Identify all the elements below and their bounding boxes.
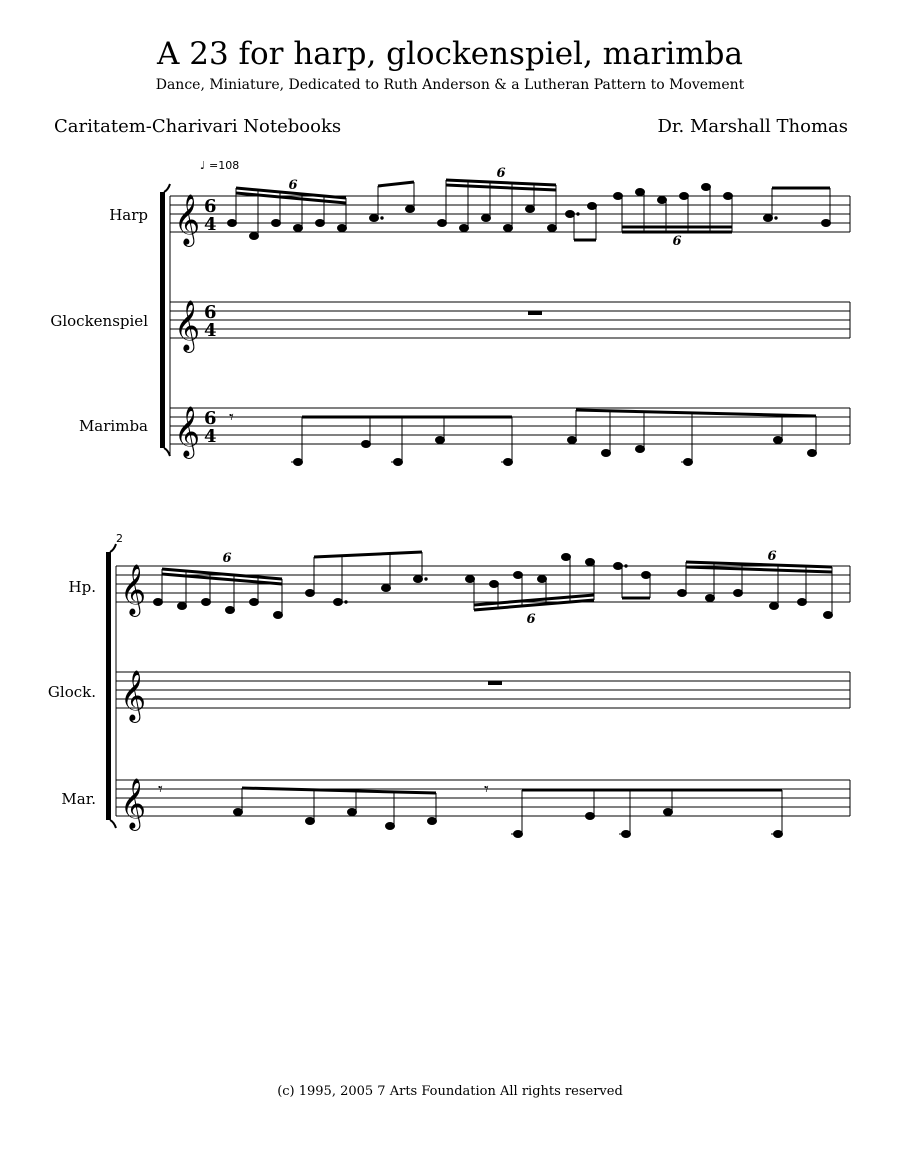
time-sig-bottom: 4 [204, 320, 217, 341]
instrument-label-glockenspiel-abbr: Glock. [47, 683, 96, 701]
staff-glockenspiel-system-2 [116, 672, 850, 708]
tuplet-label: 6 [672, 234, 682, 249]
treble-clef-icon: 𝄞 [120, 670, 147, 721]
tempo-marking: =108 [209, 159, 240, 172]
tuplet-label: 6 [526, 612, 536, 627]
treble-clef-icon: 𝄞 [120, 778, 147, 829]
tuplet-label: 6 [496, 166, 506, 181]
time-sig-bottom: 4 [204, 214, 217, 235]
marimba-notes-system-2 [234, 788, 783, 838]
tuplet-label: 6 [288, 178, 298, 193]
eighth-rest-icon: 𝄾 [158, 779, 163, 800]
staff-glockenspiel-system-1 [170, 302, 850, 338]
tempo-note-glyph: ♩ [200, 159, 206, 172]
score-title: A 23 for harp, glockenspiel, marimba [156, 36, 744, 72]
instrument-label-marimba: Marimba [78, 417, 148, 435]
instrument-label-glockenspiel: Glockenspiel [50, 312, 148, 330]
score-source: Caritatem-Charivari Notebooks [54, 116, 342, 137]
score-composer: Dr. Marshall Thomas [657, 116, 848, 137]
marimba-notes-system-1 [291, 410, 817, 466]
system-2-bracket [106, 544, 116, 828]
instrument-label-harp: Harp [109, 206, 148, 224]
eighth-rest-icon: 𝄾 [229, 407, 234, 428]
harp-notes-system-1 [228, 180, 831, 240]
treble-clef-icon: 𝄞 [174, 194, 201, 245]
time-sig-top: 6 [204, 408, 217, 429]
instrument-label-harp-abbr: Hp. [68, 578, 96, 596]
whole-rest-icon [488, 681, 502, 685]
treble-clef-icon: 𝄞 [174, 406, 201, 457]
copyright-footer: (c) 1995, 2005 7 Arts Foundation All rights reserved [277, 1084, 623, 1099]
time-sig-top: 6 [204, 196, 217, 217]
score-subtitle: Dance, Miniature, Dedicated to Ruth Anderson & a Lutheran Pattern to Movement [155, 77, 745, 93]
harp-notes-system-2 [154, 552, 833, 619]
time-sig-bottom: 4 [204, 426, 217, 447]
instrument-label-marimba-abbr: Mar. [61, 790, 96, 808]
staff-marimba-system-2 [116, 780, 850, 816]
tuplet-label: 6 [222, 551, 232, 566]
measure-number: 2 [116, 532, 123, 545]
treble-clef-icon: 𝄞 [120, 564, 147, 615]
eighth-rest-icon: 𝄾 [484, 779, 489, 800]
treble-clef-icon: 𝄞 [174, 300, 201, 351]
time-sig-top: 6 [204, 302, 217, 323]
system-1-bracket [160, 184, 170, 456]
whole-rest-icon [528, 311, 542, 315]
tuplet-label: 6 [767, 549, 777, 564]
